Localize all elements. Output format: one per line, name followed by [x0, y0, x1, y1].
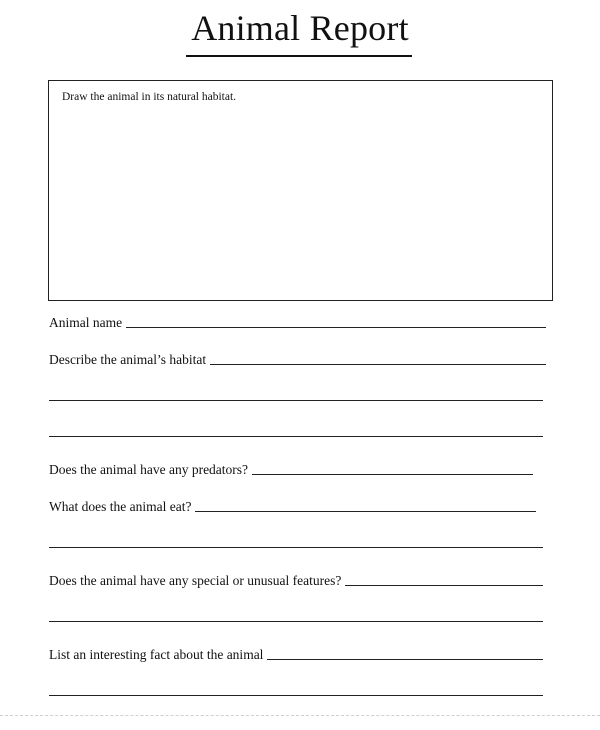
features-blank[interactable] [345, 584, 543, 586]
habitat-field[interactable] [49, 348, 546, 368]
diet-label: What does the animal eat? [49, 499, 192, 514]
title-underline [186, 55, 412, 57]
animal-name-blank[interactable] [126, 326, 546, 328]
fact-answer-line[interactable] [49, 694, 543, 696]
animal-name-label: Animal name [49, 315, 123, 330]
predators-label: Does the animal have any predators? [49, 462, 249, 477]
predators-blank[interactable] [252, 473, 533, 475]
fact-label: List an interesting fact about the animal [49, 647, 264, 662]
predators-field[interactable] [49, 458, 533, 478]
animal-name-field[interactable] [49, 311, 546, 331]
diet-field[interactable] [49, 495, 536, 515]
drawing-prompt: Draw the animal in its natural habitat. [62, 91, 237, 103]
features-field[interactable] [49, 569, 543, 589]
habitat-answer-line-1[interactable] [49, 399, 543, 401]
features-label: Does the animal have any special or unusual features? [49, 573, 342, 588]
fact-blank[interactable] [267, 658, 543, 660]
diet-blank[interactable] [195, 510, 536, 512]
fact-field[interactable] [49, 643, 543, 663]
diet-answer-line[interactable] [49, 546, 543, 548]
habitat-blank[interactable] [210, 363, 546, 365]
page-edge-divider [0, 714, 600, 716]
features-answer-line[interactable] [49, 620, 543, 622]
habitat-label: Describe the animal’s habitat [49, 352, 207, 367]
page-title: Animal Report [191, 8, 409, 48]
habitat-answer-line-2[interactable] [49, 435, 543, 437]
drawing-box[interactable] [48, 80, 553, 301]
